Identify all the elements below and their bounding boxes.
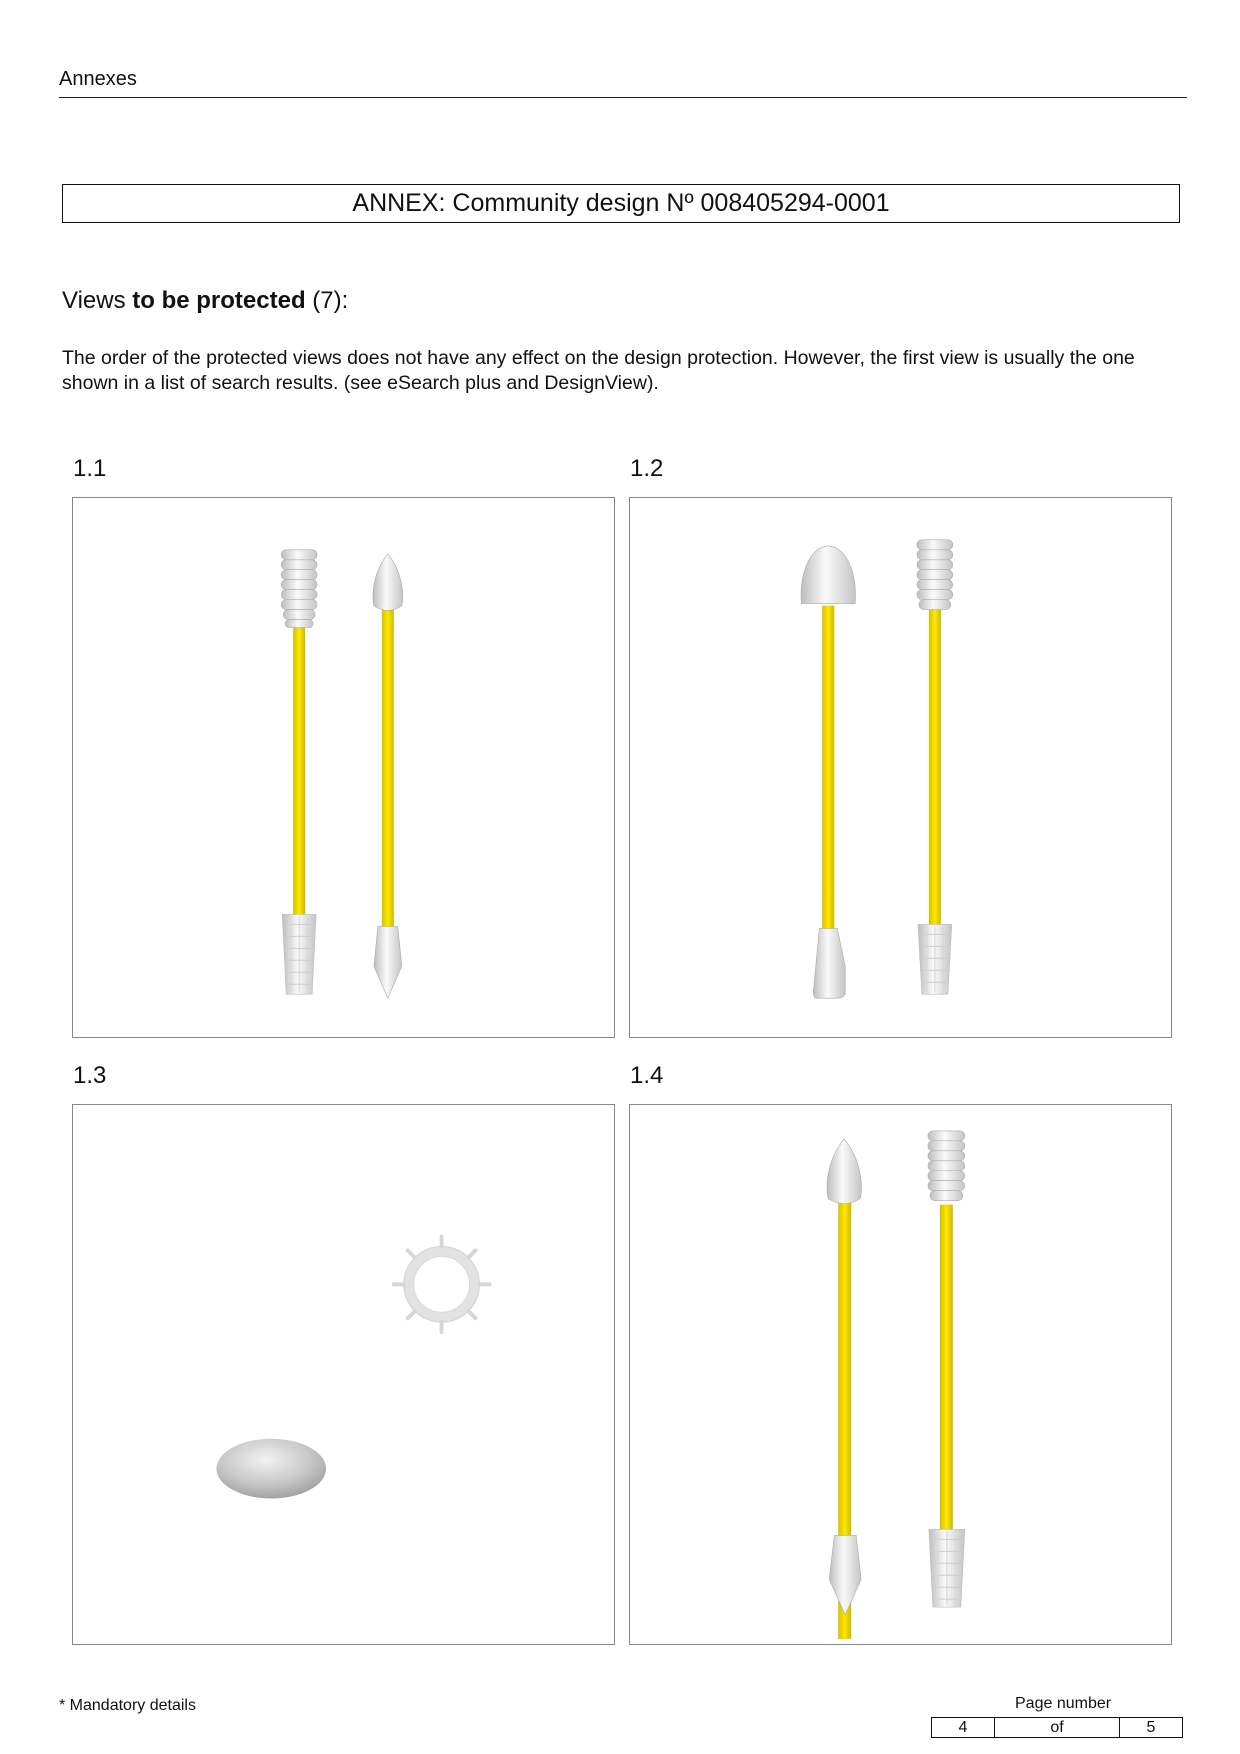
tip-end-view [216,1439,326,1499]
view-frame-1-1 [72,497,615,1038]
page-of: of [995,1718,1120,1738]
cone-tip [829,1535,861,1615]
spiral-brush-head [917,540,953,610]
dome-tip [801,546,855,604]
view-frame-1-4 [629,1104,1172,1645]
view-image-1-2 [630,498,1171,1037]
views-heading [62,287,348,315]
chisel-tip [813,928,845,998]
page-total: 5 [1120,1718,1183,1738]
stick-shaft [929,608,941,927]
bristle-brush-head [929,1529,965,1607]
header-rule [59,97,1187,98]
bullet-tip [827,1139,861,1204]
view-image-1-1 [73,498,614,1037]
views-heading-suffix: (7): [305,287,349,314]
annex-title: ANNEX: Community design Nº 008405294-0001 [352,189,890,217]
views-heading-prefix: Views [62,287,133,314]
view-image-1-3 [73,1105,614,1644]
bristle-brush-head [282,914,316,994]
view-label-1-4: 1.4 [630,1062,664,1089]
page-number-box [931,1717,1183,1738]
mandatory-details-note: * Mandatory details [59,1697,196,1714]
view-label-1-3: 1.3 [73,1062,107,1089]
running-header: Annexes [59,68,137,90]
brush-end-view [394,1237,490,1333]
stick-shaft [293,628,305,917]
bullet-tip [373,554,403,611]
view-label-1-2: 1.2 [630,455,664,482]
annex-title-box [62,184,1180,223]
views-intro-text: The order of the protected views does not have any effect on the design protection. However, the first view is usually the one shown in a list of search results. (see eSearch plus and DesignView). [62,347,1135,394]
stick-shaft [382,608,394,929]
cone-tip [374,926,402,998]
stick-shaft [940,1205,953,1534]
views-heading-bold: to be protected [132,287,306,314]
view-frame-1-2 [629,497,1172,1038]
page-number-label: Page number [1015,1695,1112,1712]
view-label-1-1: 1.1 [73,455,107,482]
view-frame-1-3 [72,1104,615,1645]
view-image-1-4 [630,1105,1171,1644]
spiral-brush-head [281,550,317,628]
spiral-brush-head [928,1131,965,1201]
page-current: 4 [932,1718,995,1738]
stick-shaft [822,606,834,931]
bristle-brush-head [918,924,952,994]
